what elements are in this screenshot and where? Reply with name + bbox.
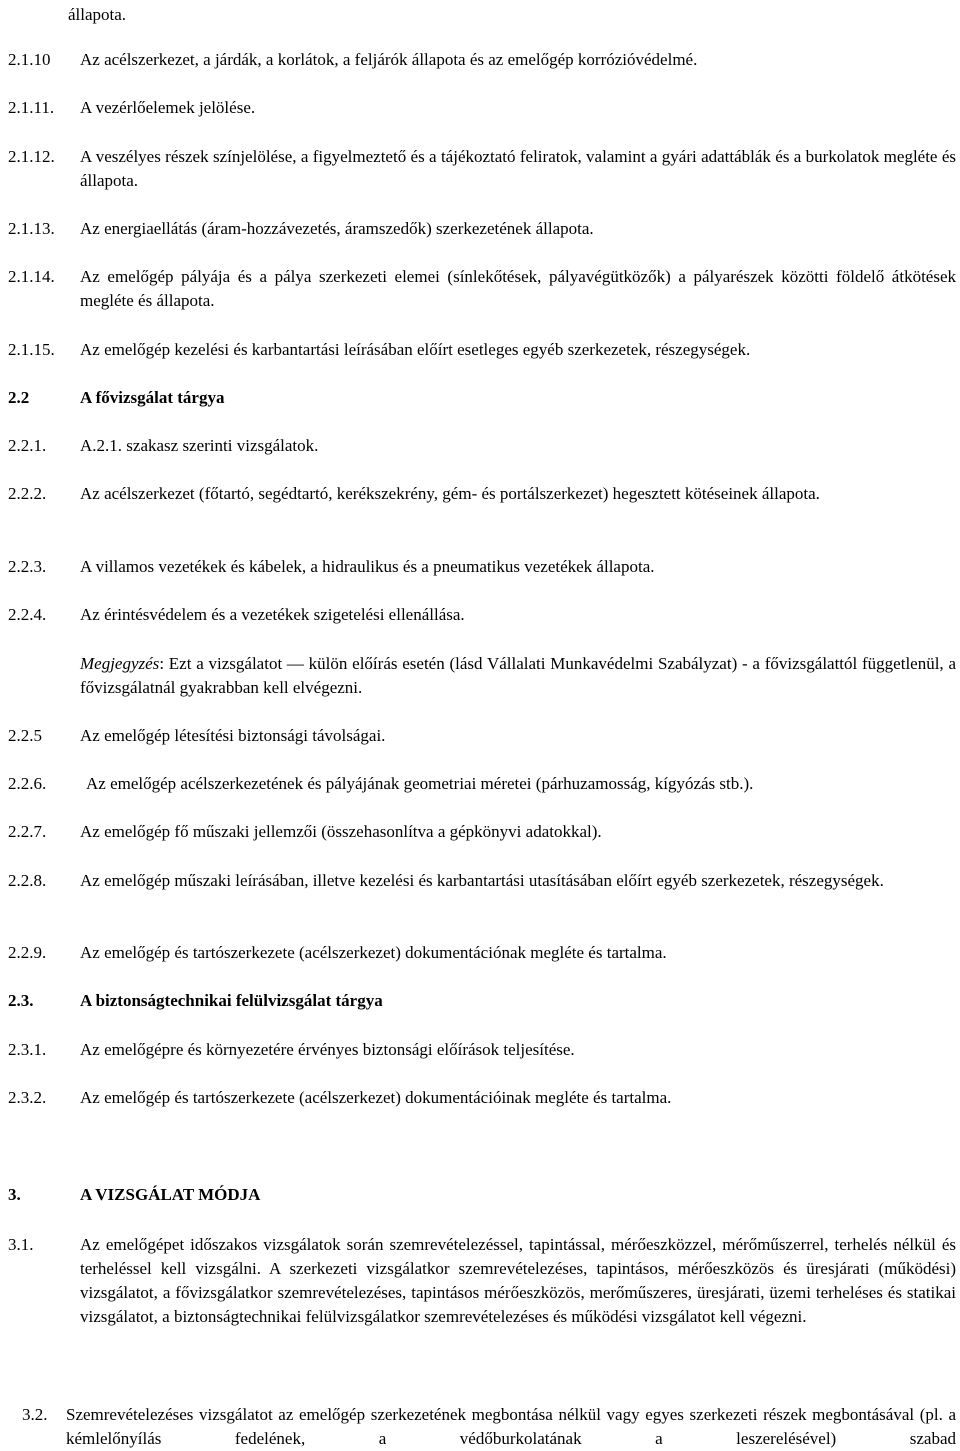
section-number: 2.2.9.: [8, 943, 47, 962]
section-text: Az emelőgép létesítési biztonsági távolságai.: [80, 726, 386, 745]
section-number: 2.1.15.: [8, 340, 55, 359]
section-number: 2.2.6.: [8, 774, 47, 793]
section-number: 2.1.12.: [8, 147, 55, 166]
heading-text: A biztonságtechnikai felülvizsgálat tárgya: [80, 991, 383, 1010]
section-number: 2.1.13.: [8, 219, 55, 238]
heading-number: 3.: [8, 1185, 21, 1204]
section-text: Az emelőgép pályája és a pálya szerkezeti elemei (sínlekőtések, pályavégütközők) a pályarészek közötti földelő átkötések megléte és állapota.: [80, 267, 956, 310]
section-number: 2.3.1.: [8, 1040, 47, 1059]
heading-text: A VIZSGÁLAT MÓDJA: [80, 1185, 261, 1204]
section-number: 2.2.5: [8, 726, 42, 745]
heading-text: A fővizsgálat tárgya: [80, 388, 225, 407]
section-number: 2.2.4.: [8, 605, 47, 624]
section-text: Az emelőgép fő műszaki jellemzői (összehasonlítva a gépkönyvi adatokkal).: [80, 822, 602, 841]
note-body: : Ezt a vizsgálatot — külön előírás esetén (lásd Vállalati Munkavédelmi Szabályzat) - a fővizsgálattól függetlenül, a fővizsgálatnál gyakrabban kell elvégezni.: [80, 654, 956, 697]
section-text: A vezérlőelemek jelölése.: [80, 98, 256, 117]
section-text: Az emelőgép műszaki leírásában, illetve kezelési és karbantartási utasításában előírt egyéb szerkezetek, részegységek.: [80, 871, 884, 890]
section-text: A veszélyes részek színjelölése, a figyelmeztető és a tájékoztató feliratok, valamint a gyári adattáblák és a burkolatok megléte és állapota.: [80, 147, 956, 190]
section-number: 2.2.2.: [8, 484, 47, 503]
section-number: 2.2.7.: [8, 822, 47, 841]
section-text: Az acélszerkezet (főtartó, segédtartó, kerékszekrény, gém- és portálszerkezet) hegesztett kötéseinek állapota.: [80, 484, 820, 503]
section-text: Az emelőgép acélszerkezetének és pályájának geometriai méretei (párhuzamosság, kígyózás stb.).: [86, 774, 754, 793]
section-number: 2.2.3.: [8, 557, 47, 576]
section-number: 2.1.11.: [8, 98, 55, 117]
section-text: Az emelőgép és tartószerkezete (acélszerkezet) dokumentációnak megléte és tartalma.: [80, 943, 667, 962]
section-text: Az energiaellátás (áram-hozzávezetés, áramszedők) szerkezetének állapota.: [80, 219, 594, 238]
section-text: Az emelőgépet időszakos vizsgálatok során szemrevételezéssel, tapintással, mérőeszközzel, mérőműszerrel, terhelés nélkül és terheléssel kell vizsgálni. A szerkezeti vizsgálatkor szemrevételezéses, tapintásos, mérőeszközös és üresjárati (működési) vizsgálatot, a fővizsgálatkor szemrevételezéses, tapintásos mérőeszközös, merőműszeres, üresjárati, üzemi terheléses és statikai vizsgálatot, a biztonságtechnikai felülvizsgálatkor szemrevételezéses és működési vizsgálatot kell végezni.: [80, 1235, 956, 1326]
section-text: Szemrevételezéses vizsgálatot az emelőgép szerkezetének megbontása nélkül vagy egyes szerkezeti részek megbontásával (pl. a kémlelőnyílás fedelének, a védőburkolatának a leszerelésével) szabad: [66, 1405, 956, 1448]
section-number: 3.2.: [22, 1405, 48, 1424]
section-text: Az érintésvédelem és a vezetékek szigetelési ellenállása.: [80, 605, 465, 624]
section-number: 3.1.: [8, 1235, 34, 1254]
section-text: Az acélszerkezet, a járdák, a korlátok, a feljárók állapota és az emelőgép korrózióvédelmé.: [80, 50, 698, 69]
section-text: A.2.1. szakasz szerinti vizsgálatok.: [80, 436, 319, 455]
note-text: [80, 652, 956, 700]
section-number: 2.3.2.: [8, 1088, 47, 1107]
heading-number: 2.3.: [8, 991, 34, 1010]
note-label: Megjegyzés: [80, 654, 160, 673]
heading-number: 2.2: [8, 388, 30, 407]
paragraph-text: állapota.: [68, 5, 127, 24]
section-text: Az emelőgép és tartószerkezete (acélszerkezet) dokumentációinak megléte és tartalma.: [80, 1088, 672, 1107]
section-text: A villamos vezetékek és kábelek, a hidraulikus és a pneumatikus vezetékek állapota.: [80, 557, 655, 576]
section-text: Az emelőgép kezelési és karbantartási leírásában előírt esetleges egyéb szerkezetek, részegységek.: [80, 340, 751, 359]
section-number: 2.1.10: [8, 50, 51, 69]
section-number: 2.2.1.: [8, 436, 47, 455]
section-text: Az emelőgépre és környezetére érvényes biztonsági előírások teljesítése.: [80, 1040, 575, 1059]
section-number: 2.2.8.: [8, 871, 47, 890]
section-number: 2.1.14.: [8, 267, 55, 286]
